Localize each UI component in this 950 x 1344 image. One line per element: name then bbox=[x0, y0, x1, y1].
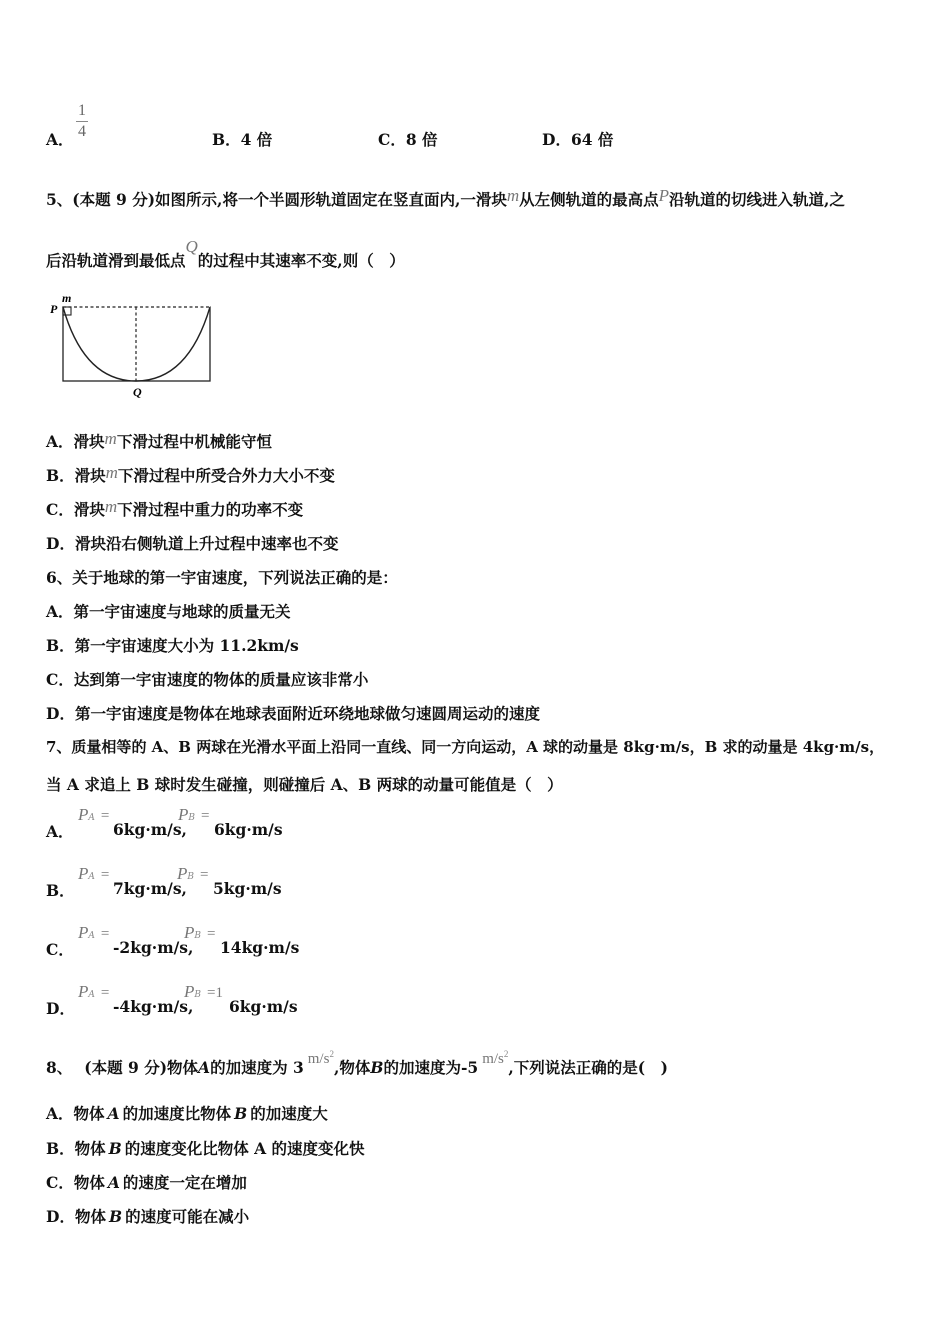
equals-sign: = bbox=[201, 808, 210, 824]
q5-number: 5、 bbox=[46, 190, 73, 209]
q7-option-d-label: D． bbox=[46, 999, 75, 1018]
q7-option-c-pb-symbol bbox=[184, 923, 215, 943]
option-text: 滑块沿右侧轨道上升过程中速率也不变 bbox=[74, 534, 339, 553]
option-text: 第一宇宙速度是物体在地球表面附近环绕地球做匀速圆周运动的速度 bbox=[74, 704, 540, 723]
equals-sign: = bbox=[100, 867, 110, 883]
q6-option-a bbox=[46, 600, 291, 622]
option-text: 达到第一宇宙速度的物体的质量应该非常小 bbox=[73, 670, 369, 689]
unit-superscript: 2 bbox=[329, 1049, 334, 1059]
q8-text-e: ,下列说法正确的是( ) bbox=[508, 1058, 668, 1077]
subscript-a: A bbox=[88, 813, 95, 823]
option-label: C． bbox=[46, 1173, 74, 1192]
fraction-numerator: 1 bbox=[78, 102, 86, 119]
equals-sign: = bbox=[207, 926, 216, 942]
q5-text-a: (本题 9 分)如图所示,将一个半圆形轨道固定在竖直面内,一滑块 bbox=[72, 190, 507, 209]
option-label: D． bbox=[46, 704, 75, 723]
symbol-p: P bbox=[78, 805, 89, 824]
q5-option-d bbox=[46, 532, 338, 554]
unit-ms2 bbox=[482, 1051, 508, 1067]
option-label: C． bbox=[46, 670, 74, 689]
q7-stem-line1: 7、质量相等的 A、B 两球在光滑水平面上沿同一直线、同一方向运动，A 球的动量是 8kg·m/s，B 求的动量是 4kg·m/s， bbox=[46, 738, 885, 756]
q8-option-b bbox=[46, 1137, 365, 1159]
q7-option-a-pa-value: 6kg·m/s, bbox=[113, 820, 187, 839]
symbol-a: A bbox=[107, 1104, 120, 1123]
q7-option-c-pb-value: 14kg·m/s bbox=[220, 938, 300, 957]
subscript-a: A bbox=[88, 990, 95, 1000]
option-label: A． bbox=[46, 602, 74, 621]
option-text-pre: 物体 bbox=[74, 1207, 106, 1226]
q7-stem-line2: 当 A 求追上 B 球时发生碰撞，则碰撞后 A、B 两球的动量可能值是（ ） bbox=[46, 775, 563, 794]
symbol-m: m bbox=[104, 429, 117, 448]
symbol-m: m bbox=[105, 463, 118, 482]
option-label: B． bbox=[46, 1139, 75, 1158]
symbol-b: B bbox=[108, 1207, 123, 1226]
q7-option-d-pa-value: -4kg·m/s, bbox=[113, 997, 194, 1016]
q7-option-a-pa-symbol bbox=[78, 805, 109, 825]
q5-text-b: 从左侧轨道的最高点 bbox=[519, 190, 659, 209]
option-label: B． bbox=[46, 636, 75, 655]
symbol-m: m bbox=[506, 186, 520, 205]
option-text-post: 下滑过程中所受合外力大小不变 bbox=[117, 466, 335, 485]
option-label: C． bbox=[46, 500, 74, 519]
unit-ms2 bbox=[308, 1051, 334, 1067]
q8-text-d: 的加速度为-5 bbox=[383, 1058, 479, 1077]
option-text: 第一宇宙速度与地球的质量无关 bbox=[73, 602, 291, 621]
q6-stem: 6、关于地球的第一宇宙速度，下列说法正确的是： bbox=[46, 568, 398, 587]
q5-option-a bbox=[46, 430, 272, 452]
q7-option-a-pb-value: 6kg·m/s bbox=[214, 820, 283, 839]
q4-option-a-label: A． bbox=[46, 130, 74, 149]
equals-sign: = bbox=[100, 985, 110, 1001]
q7-option-b-pb-symbol bbox=[177, 864, 208, 884]
option-text-mid: 的加速度比物体 bbox=[122, 1104, 232, 1123]
q4-option-a-fraction bbox=[76, 102, 88, 141]
option-label: A． bbox=[46, 1104, 74, 1123]
digit-one: 1 bbox=[215, 985, 223, 1001]
q5-option-b bbox=[46, 464, 335, 486]
option-label: D． bbox=[46, 534, 75, 553]
option-text-pre: 滑块 bbox=[73, 432, 105, 451]
equals-sign: = bbox=[200, 867, 209, 883]
q8-option-a bbox=[46, 1102, 328, 1124]
figure-label-q: Q bbox=[133, 385, 142, 399]
q5-option-c bbox=[46, 498, 303, 520]
option-label: B． bbox=[46, 466, 75, 485]
q7-option-c-pa-symbol bbox=[78, 923, 109, 943]
q8-option-d bbox=[46, 1205, 249, 1227]
symbol-p: P bbox=[184, 982, 195, 1001]
q6-option-c bbox=[46, 668, 368, 690]
symbol-p: P bbox=[177, 864, 188, 883]
symbol-b: B bbox=[234, 1104, 248, 1123]
option-text-post: 下滑过程中重力的功率不变 bbox=[117, 500, 304, 519]
option-text-post: 的加速度大 bbox=[250, 1104, 328, 1123]
symbol-p: P bbox=[184, 923, 195, 942]
symbol-p: P bbox=[658, 186, 670, 205]
symbol-b: B bbox=[370, 1058, 384, 1077]
symbol-p: P bbox=[78, 864, 89, 883]
q7-option-d-pb-value: 6kg·m/s bbox=[229, 997, 298, 1016]
q5-text-e: 的过程中其速率不变,则（ ） bbox=[197, 251, 405, 270]
semicircle-track-figure bbox=[44, 290, 219, 400]
symbol-q: Q bbox=[185, 237, 198, 256]
option-text-pre: 物体 bbox=[74, 1139, 106, 1158]
q7-option-b-pa-symbol bbox=[78, 864, 109, 884]
unit-text: m/s bbox=[482, 1051, 504, 1067]
option-text-pre: 滑块 bbox=[73, 500, 105, 519]
q7-option-c-label: C． bbox=[46, 940, 74, 959]
subscript-b: B bbox=[194, 931, 202, 941]
option-label: D． bbox=[46, 1207, 75, 1226]
option-label: A． bbox=[46, 432, 74, 451]
symbol-p: P bbox=[78, 982, 89, 1001]
q8-stem bbox=[46, 1049, 668, 1078]
option-text-mid: 的速度可能在减小 bbox=[125, 1207, 250, 1226]
figure-label-p: P bbox=[50, 302, 58, 316]
q5-text-c: 沿轨道的切线进入轨道,之 bbox=[669, 190, 845, 209]
q4-option-c: C．8 倍 bbox=[378, 130, 438, 149]
q7-option-c-pa-value: -2kg·m/s, bbox=[113, 938, 194, 957]
equals-sign: = bbox=[207, 985, 216, 1001]
fraction-denominator: 4 bbox=[78, 123, 86, 140]
option-text-mid: 的速度一定在增加 bbox=[122, 1173, 247, 1192]
option-text: 第一宇宙速度大小为 11.2km/s bbox=[74, 636, 299, 655]
subscript-a: A bbox=[88, 872, 95, 882]
q7-option-d-pa-symbol bbox=[78, 982, 109, 1002]
equals-sign: = bbox=[100, 926, 110, 942]
q7-option-b-pb-value: 5kg·m/s bbox=[213, 879, 282, 898]
figure-label-m: m bbox=[62, 291, 72, 305]
subscript-a: A bbox=[88, 931, 95, 941]
q5-stem-line1 bbox=[46, 188, 845, 210]
q7-option-b-pa-value: 7kg·m/s, bbox=[113, 879, 187, 898]
q5-text-d: 后沿轨道滑到最低点 bbox=[46, 251, 186, 270]
option-text-pre: 物体 bbox=[73, 1104, 105, 1123]
symbol-m: m bbox=[104, 497, 118, 516]
q4-option-b: B．4 倍 bbox=[212, 130, 273, 149]
q8-text-b: 的加速度为 3 bbox=[210, 1058, 304, 1077]
option-text-post: 下滑过程中机械能守恒 bbox=[116, 432, 272, 451]
q7-option-d-pb-symbol bbox=[184, 982, 223, 1002]
q4-option-d: D．64 倍 bbox=[542, 130, 614, 149]
symbol-p: P bbox=[78, 923, 89, 942]
subscript-b: B bbox=[187, 872, 195, 882]
q8-option-c bbox=[46, 1171, 247, 1193]
subscript-b: B bbox=[188, 813, 196, 823]
unit-text: m/s bbox=[307, 1051, 330, 1067]
q8-number: 8、 bbox=[46, 1058, 73, 1077]
option-text-mid: 的速度变化比物体 A 的速度变化快 bbox=[124, 1139, 365, 1158]
q6-option-b bbox=[46, 634, 299, 656]
symbol-p: P bbox=[178, 805, 189, 824]
equals-sign: = bbox=[100, 808, 110, 824]
q6-option-d bbox=[46, 702, 540, 724]
q8-text-c: ,物体 bbox=[333, 1058, 371, 1077]
q7-option-a-label: A． bbox=[46, 822, 74, 841]
symbol-a: A bbox=[198, 1058, 211, 1077]
option-text-pre: 物体 bbox=[73, 1173, 105, 1192]
unit-superscript: 2 bbox=[503, 1049, 509, 1059]
subscript-b: B bbox=[194, 990, 202, 1000]
symbol-a: A bbox=[107, 1173, 120, 1192]
q8-text-a: (本题 9 分)物体 bbox=[84, 1058, 199, 1077]
option-text-pre: 滑块 bbox=[74, 466, 106, 485]
symbol-b: B bbox=[108, 1139, 122, 1158]
q5-stem-line2 bbox=[46, 237, 405, 271]
q7-option-b-label: B． bbox=[46, 881, 75, 900]
q7-option-a-pb-symbol bbox=[178, 805, 209, 825]
